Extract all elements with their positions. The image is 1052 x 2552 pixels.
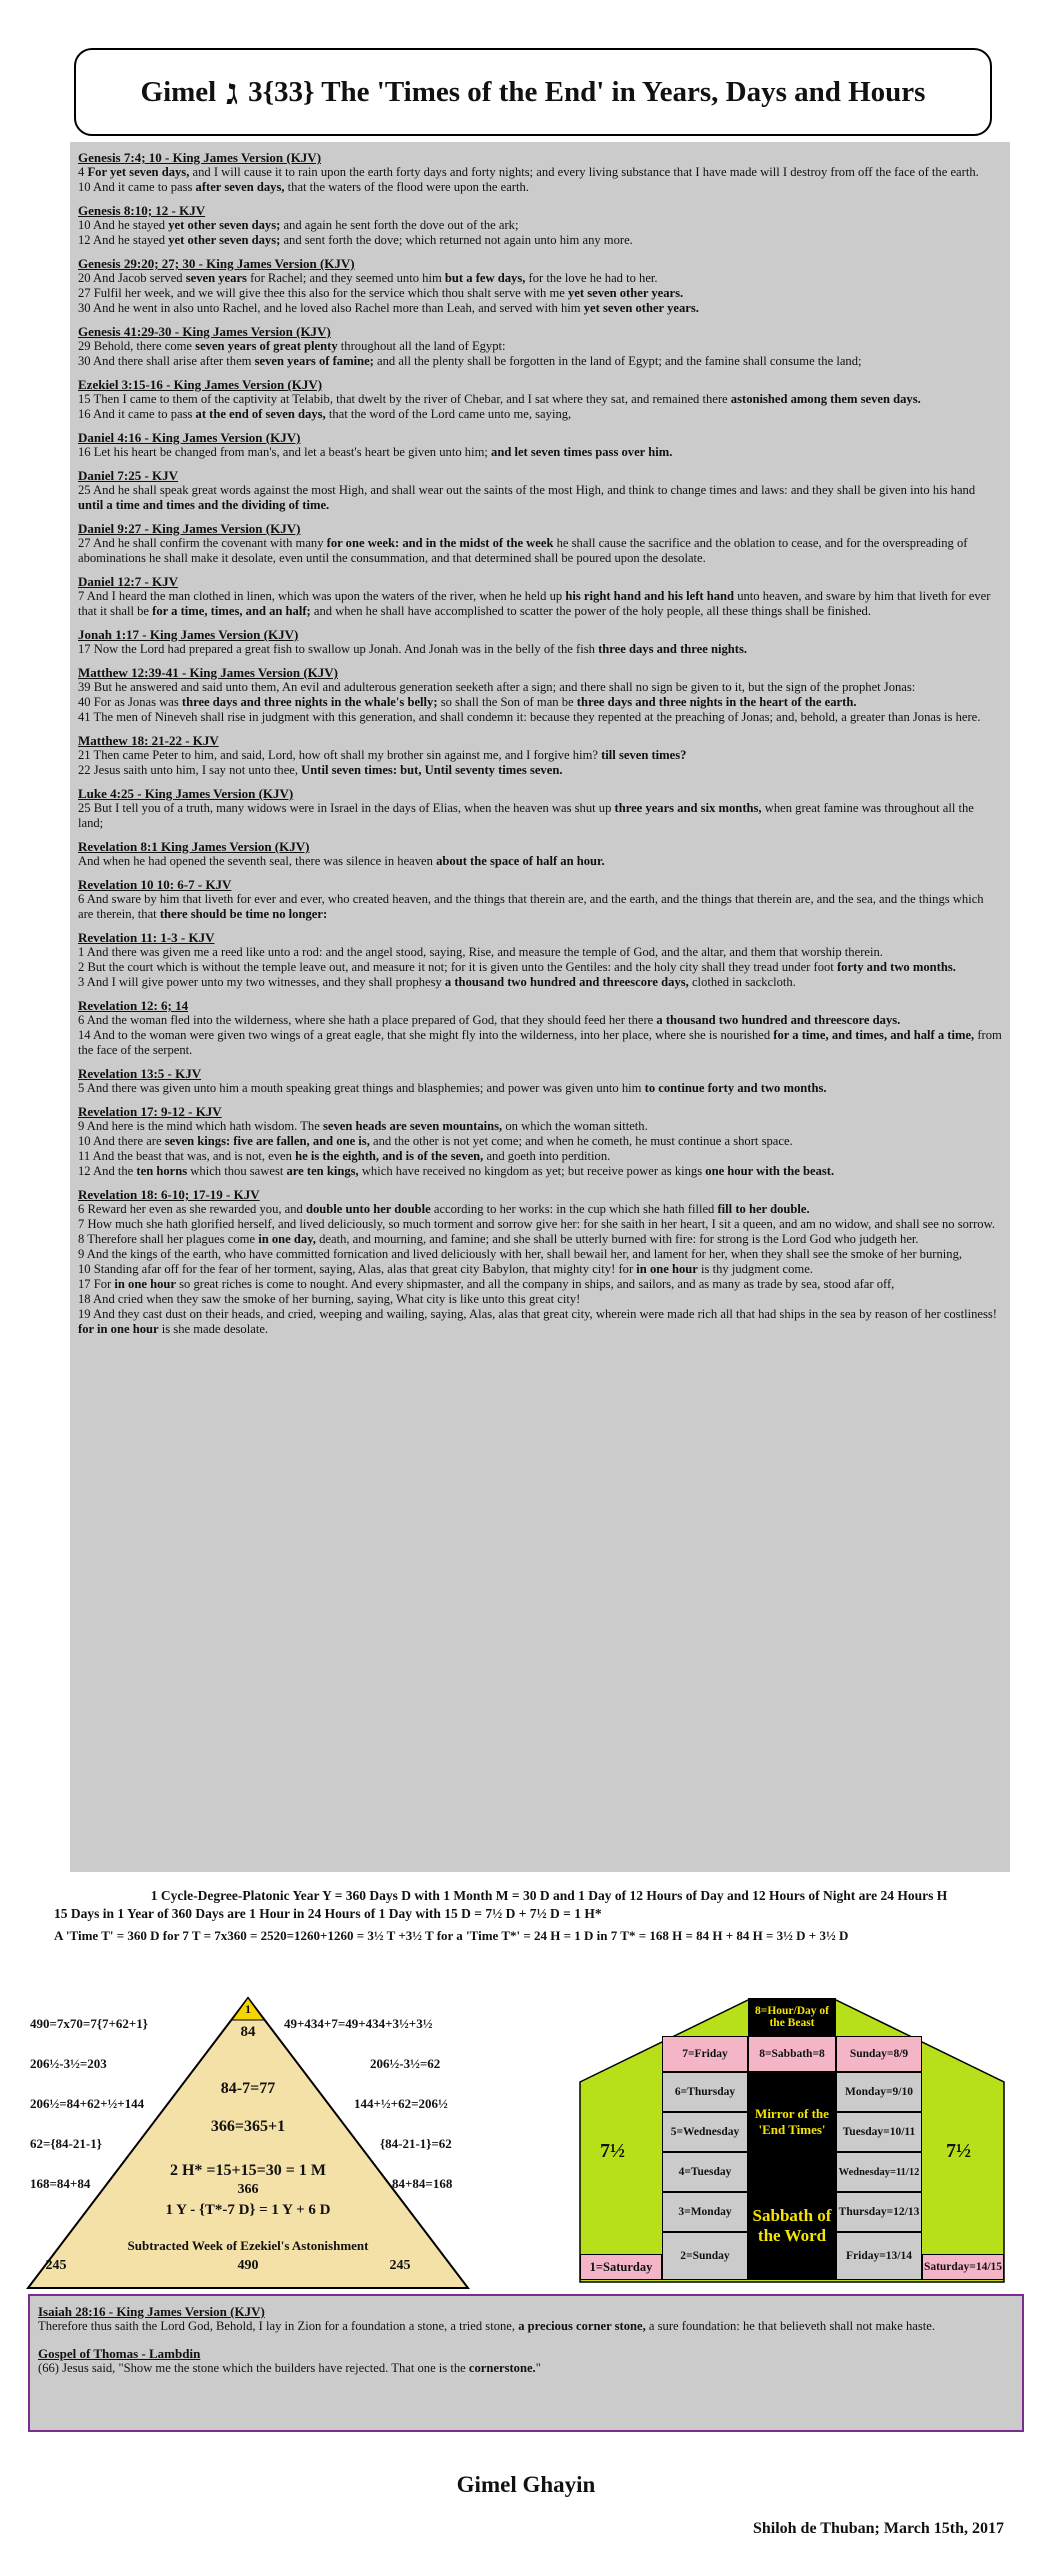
scripture-block — [78, 377, 1002, 422]
scripture-verse: 6 Reward her even as she rewarded you, and double unto her double according to her works: in the cup which she hath filled fill to her double. — [78, 1202, 810, 1216]
formula-line-3: A 'Time T' = 360 D for 7 T = 7x360 = 2520=1260+1260 = 3½ T +3½ T for a 'Time T*' = 24 H = 1 D in 7 T* = 168 H = 84 H + 84 H = 3½ D + 3½ D — [54, 1928, 849, 1943]
scripture-verse: 11 And the beast that was, and is not, even he is the eighth, and is of the seven, and goeth into perdition. — [78, 1149, 611, 1163]
scripture-verse: 9 And here is the mind which hath wisdom. The seven heads are seven mountains, on which the woman sitteth. — [78, 1119, 648, 1133]
isaiah-text: Therefore thus saith the Lord God, Behold, I lay in Zion for a foundation a stone, a tried stone, a precious corner stone, a sure foundation: he that believeth shall not make haste. — [38, 2319, 935, 2333]
pyramid-right-label-2: 206½-3½=62 — [370, 2056, 441, 2071]
house-beast-hour: 8=Hour/Day of the Beast — [748, 1998, 836, 2036]
house-right-day-4: Thursday=12/13 — [836, 2192, 922, 2232]
scripture-verse: 10 And it came to pass after seven days, that the waters of the flood were upon the earth. — [78, 180, 529, 194]
formula-line-1: 1 Cycle-Degree-Platonic Year Y = 360 Days D with 1 Month M = 30 D and 1 Day of 12 Hours of Day and 12 Hours of Night are 24 Hours H — [150, 1888, 948, 1903]
scripture-block — [78, 786, 1002, 831]
scripture-reference: Genesis 29:20; 27; 30 - King James Version (KJV) — [78, 256, 355, 271]
scripture-verse: 40 For as Jonas was three days and three nights in the whale's belly; so shall the Son of man be three days and three nights in the heart of the earth. — [78, 695, 857, 709]
scripture-verse: 25 But I tell you of a truth, many widows were in Israel in the days of Elias, when the heaven was shut up three years and six months, when great famine was throughout all the land; — [78, 801, 974, 830]
pyramid-left-label-4: 62={84-21-1} — [30, 2136, 102, 2151]
scripture-block — [78, 877, 1002, 922]
scripture-reference: Matthew 12:39-41 - King James Version (KJV) — [78, 665, 338, 680]
scripture-reference: Genesis 41:29-30 - King James Version (KJV) — [78, 324, 331, 339]
pyramid-base-center: 490 — [237, 2258, 259, 2273]
page-title — [74, 48, 992, 136]
scripture-verse: 17 Now the Lord had prepared a great fish to swallow up Jonah. And Jonah was in the belly of the fish three days and three nights. — [78, 642, 748, 656]
scripture-block — [78, 430, 1002, 460]
house-sabbath-8: 8=Sabbath=8 — [748, 2036, 836, 2072]
scripture-verse: 7 How much she hath glorified herself, and lived deliciously, so much torment and sorrow give her: for she saith in her heart, I sit a queen, and am no widow, and shall see no sorrow. — [78, 1217, 996, 1231]
scripture-verse: 19 And they cast dust on their heads, and cried, weeping and wailing, saying, Alas, alas that great city, wherein were made rich all that had ships in the sea by reason of her costliness! for in one hour is she made desolate. — [78, 1307, 997, 1336]
scripture-verse: 27 And he shall confirm the covenant with many for one week: and in the midst of the week he shall cause the sacrifice and the oblation to cease, and for the overspreading of abominations he shall make it desolate, even until the consummation, and that determined shall be poured upon the desolate. — [78, 536, 968, 565]
pyramid-base-left: 245 — [45, 2258, 67, 2273]
scripture-verse: 7 And I heard the man clothed in linen, which was upon the waters of the river, when he held up his right hand and his left hand unto heaven, and sware by him that liveth for ever that it shall be for a time, times, and an half; and when he shall have accomplished to scatter the power of the holy people, all these things shall be finished. — [78, 589, 991, 618]
house-right-day-3: Wednesday=11/12 — [836, 2152, 922, 2192]
scripture-verse: 27 Fulfil her week, and we will give thee this also for the service which thou shalt serve with me yet seven other years. — [78, 286, 684, 300]
pyramid-base-right: 245 — [389, 2258, 411, 2273]
scripture-reference: Revelation 13:5 - KJV — [78, 1066, 202, 1081]
house-left-day-3: 4=Tuesday — [662, 2152, 748, 2192]
pyramid-row-2: 84-7=77 — [220, 2080, 276, 2097]
house-saturday-right: Saturday=14/15 — [922, 2254, 1004, 2280]
scripture-reference: Revelation 17: 9-12 - KJV — [78, 1104, 222, 1119]
house-left-day-1: 6=Thursday — [662, 2072, 748, 2112]
house-right-day-5: Friday=13/14 — [836, 2232, 922, 2280]
scripture-verse: 1 And there was given me a reed like unto a rod: and the angel stood, saying, Rise, and measure the temple of God, and the altar, and them that worship therein. — [78, 945, 883, 959]
scripture-reference: Genesis 8:10; 12 - KJV — [78, 203, 206, 218]
scripture-verse: 16 Let his heart be changed from man's, and let a beast's heart be given unto him; and let seven times pass over him. — [78, 445, 673, 459]
scripture-block — [78, 1187, 1002, 1337]
scripture-verse: 21 Then came Peter to him, and said, Lord, how oft shall my brother sin against me, and I forgive him? till seven times? — [78, 748, 687, 762]
pyramid-left-label-5: 168=84+84 — [30, 2176, 91, 2191]
pyramid-right-label-5: 84+84=168 — [392, 2176, 453, 2191]
title-prefix: Gimel — [140, 75, 217, 108]
scripture-verse: 17 For in one hour so great riches is come to nought. And every shipmaster, and all the company in ships, and sailors, and as many as trade by sea, stood afar off, — [78, 1277, 895, 1291]
formula-line-2: 15 Days in 1 Year of 360 Days are 1 Hour in 24 Hours of 1 Day with 15 D = 7½ D + 7½ D = 1 H* — [54, 1906, 602, 1921]
scripture-verse: 22 Jesus saith unto him, I say not unto thee, Until seven times: but, Until seventy times seven. — [78, 763, 563, 777]
house-left-day-4: 3=Monday — [662, 2192, 748, 2232]
footer-signature: Shiloh de Thuban; March 15th, 2017 — [752, 2520, 1004, 2537]
house-sunday: Sunday=8/9 — [836, 2036, 922, 2072]
scripture-block — [78, 1066, 1002, 1096]
pyramid-row-3: 366=365+1 — [210, 2118, 286, 2135]
pyramid-right-label-3: 144+½+62=206½ — [354, 2096, 448, 2111]
scripture-reference: Daniel 9:27 - King James Version (KJV) — [78, 521, 301, 536]
title-text: 3{33} The 'Times of the End' in Years, Days and Hours — [248, 75, 926, 108]
scripture-verse: 30 And he went in also unto Rachel, and he loved also Rachel more than Leah, and served with him yet seven other years. — [78, 301, 699, 315]
scripture-verse: 41 The men of Nineveh shall rise in judgment with this generation, and shall condemn it: because they repented at the preaching of Jonas; and, behold, a greater than Jonas is here. — [78, 710, 981, 724]
scripture-verse: 6 And the woman fled into the wilderness, where she hath a place prepared of God, that they should feed her there a thousand two hundred and threescore days. — [78, 1013, 901, 1027]
scripture-block — [78, 521, 1002, 566]
scripture-verse: 8 Therefore shall her plagues come in one day, death, and mourning, and famine; and she shall be utterly burned with fire: for strong is the Lord God who judgeth her. — [78, 1232, 919, 1246]
cornerstone-box — [28, 2294, 1024, 2432]
scripture-verse: 6 And sware by him that liveth for ever and ever, who created heaven, and the things that therein are, and the earth, and the things that therein are, and the sea, and the things which are therein, that there should be time no longer: — [78, 892, 984, 921]
scripture-verse: 10 And there are seven kings: five are fallen, and one is, and the other is not yet come; and when he cometh, he must continue a short space. — [78, 1134, 793, 1148]
thomas-text: (66) Jesus said, "Show me the stone which the builders have rejected. That one is the cornerstone." — [38, 2361, 541, 2375]
scripture-block — [78, 733, 1002, 778]
scripture-reference: Jonah 1:17 - King James Version (KJV) — [78, 627, 299, 642]
scripture-verse: 12 And the ten horns which thou sawest are ten kings, which have received no kingdom as yet; but receive power as kings one hour with the beast. — [78, 1164, 835, 1178]
pyramid-apex-label: 1 — [245, 2002, 251, 2016]
scripture-reference: Daniel 7:25 - KJV — [78, 468, 179, 483]
scripture-reference: Revelation 11: 1-3 - KJV — [78, 930, 215, 945]
isaiah-ref: Isaiah 28:16 - King James Version (KJV) — [38, 2304, 265, 2319]
pyramid-left-label-3: 206½=84+62+½+144 — [30, 2096, 145, 2111]
scripture-reference: Daniel 4:16 - King James Version (KJV) — [78, 430, 301, 445]
gimel-glyph: ג — [226, 72, 239, 112]
scripture-block — [78, 256, 1002, 316]
pyramid-right-label-1: 49+434+7=49+434+3½+3½ — [284, 2016, 433, 2031]
pyramid-row-7: Subtracted Week of Ezekiel's Astonishment — [127, 2238, 369, 2253]
scripture-verse: 10 Standing afar off for the fear of her torment, saying, Alas, alas that great city Babylon, that mighty city! for in one hour is thy judgment come. — [78, 1262, 813, 1276]
scripture-reference: Revelation 10 10: 6-7 - KJV — [78, 877, 232, 892]
scripture-verse: 18 And cried when they saw the smoke of her burning, saying, What city is like unto this great city! — [78, 1292, 581, 1306]
scripture-verse: 20 And Jacob served seven years for Rachel; and they seemed unto him but a few days, for the love he had to her. — [78, 271, 658, 285]
house-side-left: 7½ — [600, 2140, 625, 2162]
scripture-verse: 29 Behold, there come seven years of great plenty throughout all the land of Egypt: — [78, 339, 506, 353]
scripture-reference: Ezekiel 3:15-16 - King James Version (KJV) — [78, 377, 323, 392]
pyramid-right-label-4: {84-21-1}=62 — [380, 2136, 452, 2151]
scripture-block — [78, 468, 1002, 513]
pyramid-row-1: 84 — [240, 2024, 256, 2040]
scripture-block — [78, 1104, 1002, 1179]
house-left-day-5: 2=Sunday — [662, 2232, 748, 2280]
scripture-block — [78, 627, 1002, 657]
scripture-verse: 10 And he stayed yet other seven days; and again he sent forth the dove out of the ark; — [78, 218, 519, 232]
scripture-block — [78, 930, 1002, 990]
scripture-panel — [70, 142, 1010, 1872]
pyramid-left-label-2: 206½-3½=203 — [30, 2056, 107, 2071]
scripture-verse: 9 And the kings of the earth, who have committed fornication and lived deliciously with her, shall bewail her, and lament for her, when they shall see the smoke of her burning, — [78, 1247, 963, 1261]
scripture-block — [78, 574, 1002, 619]
house-saturday-left: 1=Saturday — [580, 2254, 662, 2280]
scripture-verse: And when he had opened the seventh seal, there was silence in heaven about the space of half an hour. — [78, 854, 605, 868]
scripture-verse: 3 And I will give power unto my two witnesses, and they shall prophesy a thousand two hundred and threescore days, clothed in sackcloth. — [78, 975, 796, 989]
house-right-day-1: Monday=9/10 — [836, 2072, 922, 2112]
scripture-verse: 39 But he answered and said unto them, An evil and adulterous generation seeketh after a sign; and there shall no sign be given to it, but the sign of the prophet Jonas: — [78, 680, 916, 694]
house-right-day-2: Tuesday=10/11 — [836, 2112, 922, 2152]
scripture-block — [78, 150, 1002, 195]
scripture-block — [78, 998, 1002, 1058]
scripture-verse: 5 And there was given unto him a mouth speaking great things and blasphemies; and power was given unto him to continue forty and two months. — [78, 1081, 827, 1095]
scripture-verse: 25 And he shall speak great words against the most High, and shall wear out the saints of the most High, and think to change times and laws: and they shall be given into his hand until a time and times and the dividing of time. — [78, 483, 976, 512]
scripture-block — [78, 665, 1002, 725]
scripture-reference: Luke 4:25 - King James Version (KJV) — [78, 786, 294, 801]
scripture-verse: 30 And there shall arise after them seven years of famine; and all the plenty shall be forgotten in the land of Egypt; and the famine shall consume the land; — [78, 354, 862, 368]
scripture-verse: 4 For yet seven days, and I will cause it to rain upon the earth forty days and forty nights; and every living substance that I have made will I destroy from off the face of the earth. — [78, 165, 979, 179]
scripture-reference: Matthew 18: 21-22 - KJV — [78, 733, 219, 748]
pyramid-row-5: 366 — [237, 2182, 259, 2197]
scripture-block — [78, 324, 1002, 369]
scripture-verse: 14 And to the woman were given two wings of a great eagle, that she might fly into the wilderness, into her place, where she is nourished for a time, and times, and half a time, from the face of the serpent. — [78, 1028, 1002, 1057]
house-friday: 7=Friday — [662, 2036, 748, 2072]
scripture-block — [78, 203, 1002, 248]
scripture-verse: 16 And it came to pass at the end of seven days, that the word of the Lord came unto me, saying, — [78, 407, 572, 421]
scripture-verse: 15 Then I came to them of the captivity at Telabib, that dwelt by the river of Chebar, and I sat where they sat, and remained there astonished among them seven days. — [78, 392, 921, 406]
scripture-reference: Revelation 18: 6-10; 17-19 - KJV — [78, 1187, 260, 1202]
pyramid-row-6: 1 Y - {T*-7 D} = 1 Y + 6 D — [165, 2202, 331, 2218]
pyramid-row-4: 2 H* =15+15=30 = 1 M — [169, 2162, 326, 2179]
house-side-right: 7½ — [946, 2140, 971, 2162]
pyramid-left-label-1: 490=7x70=7{7+62+1} — [30, 2016, 148, 2031]
scripture-reference: Revelation 8:1 King James Version (KJV) — [78, 839, 310, 854]
scripture-verse: 12 And he stayed yet other seven days; and sent forth the dove; which returned not again unto him any more. — [78, 233, 633, 247]
thomas-ref: Gospel of Thomas - Lambdin — [38, 2346, 201, 2361]
scripture-block — [78, 839, 1002, 869]
footer-title: Gimel Ghayin — [456, 2472, 596, 2497]
diagrams-area — [0, 1990, 1052, 2290]
house-sabbath-word: Sabbath of the Word — [748, 2172, 836, 2280]
scripture-reference: Genesis 7:4; 10 - King James Version (KJV) — [78, 150, 322, 165]
house-left-day-2: 5=Wednesday — [662, 2112, 748, 2152]
house-mirror: Mirror of the 'End Times' — [748, 2072, 836, 2172]
scripture-verse: 2 But the court which is without the temple leave out, and measure it not; for it is given unto the Gentiles: and the holy city shall they tread under foot forty and two months. — [78, 960, 956, 974]
scripture-reference: Revelation 12: 6; 14 — [78, 998, 189, 1013]
scripture-reference: Daniel 12:7 - KJV — [78, 574, 179, 589]
